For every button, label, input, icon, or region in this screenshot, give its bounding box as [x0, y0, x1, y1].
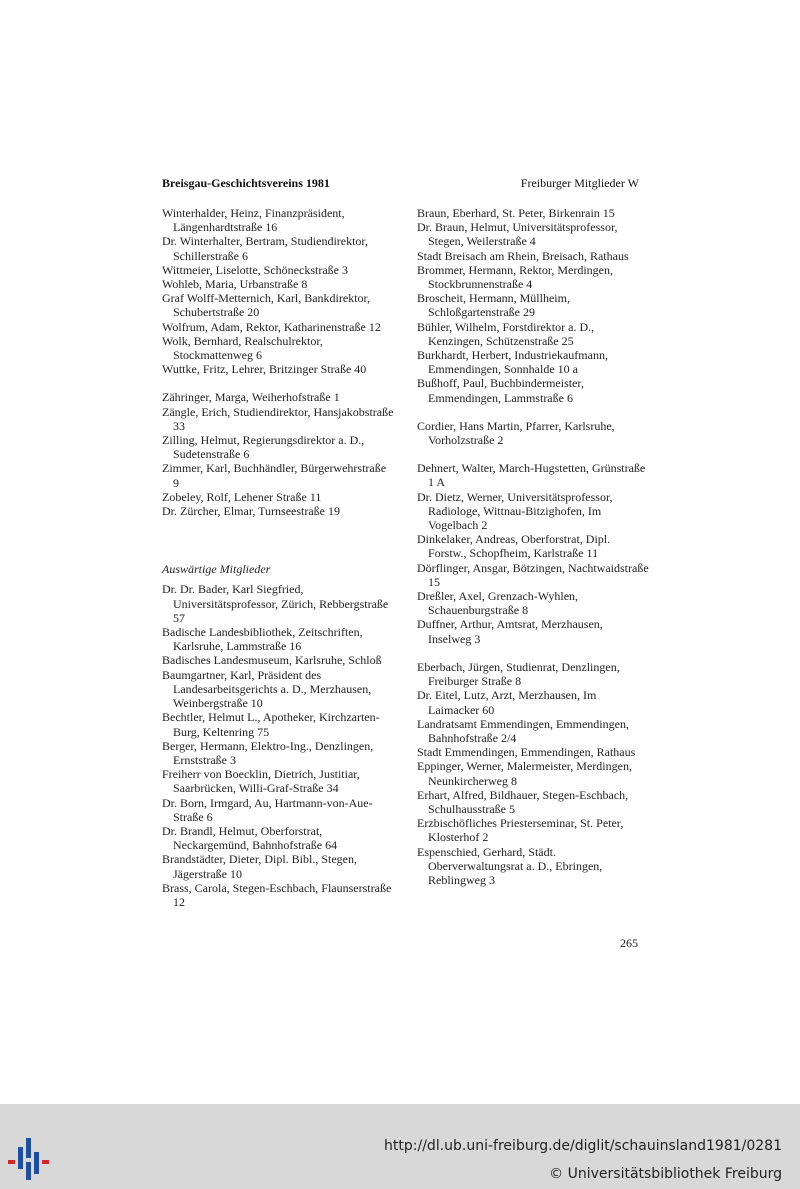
member-entry: Dr. Braun, Helmut, Universitätsprofessor, Stegen, Weilerstraße 4 [417, 220, 618, 249]
running-header-right: Freiburger Mitglieder W [520, 176, 639, 190]
member-entry: Freiherr von Boecklin, Dietrich, Justitiar, Saarbrücken, Willi-Graf-Straße 34 [162, 767, 360, 796]
member-entry: Erzbischöfliches Priesterseminar, St. Peter, Klosterhof 2 [417, 816, 624, 845]
member-entry: Zimmer, Karl, Buchhändler, Bürgerwehrstraße 9 [162, 461, 387, 490]
member-entry: Dr. Brandl, Helmut, Oberforstrat, Neckargemünd, Bahnhofstraße 64 [162, 823, 338, 853]
member-entry: Wuttke, Fritz, Lehrer, Britzinger Straße 40 [162, 362, 367, 377]
spacer [417, 646, 649, 660]
member-entry: Erhart, Alfred, Bildhauer, Stegen-Eschbach, Schulhausstraße 5 [417, 787, 629, 816]
member-entry: Zilling, Helmut, Regierungsdirektor a. D., Sudetenstraße 6 [162, 433, 365, 462]
member-entry: Eberbach, Jürgen, Studienrat, Denzlingen, Freiburger Straße 8 [417, 659, 620, 689]
copyright-notice: © Universitätsbibliothek Freiburg [549, 1166, 782, 1182]
member-entry: Brommer, Hermann, Rektor, Merdingen, Stockbrunnenstraße 4 [417, 262, 613, 292]
page-number: 265 [620, 936, 638, 950]
member-entry: Wittmeier, Liselotte, Schöneckstraße 3 [162, 262, 348, 277]
member-entry: Dinkelaker, Andreas, Oberforstrat, Dipl. Forstw., Schopfheim, Karlstraße 11 [417, 532, 611, 561]
ub-freiburg-logo-icon [8, 1138, 52, 1180]
member-entry: Baumgartner, Karl, Präsident des Landesarbeitsgerichts a. D., Merzhausen, Weinbergstraße 10 [162, 667, 372, 711]
member-entry: Wolfrum, Adam, Rektor, Katharinenstraße 12 [162, 319, 381, 334]
running-header-left: Breisgau-Geschichtsvereins 1981 [162, 176, 330, 190]
member-entry: Eppinger, Werner, Malermeister, Merdingen, Neunkircherweg 8 [417, 759, 632, 788]
member-entry: Badisches Landesmuseum, Karlsruhe, Schloß [162, 653, 382, 668]
member-entry: Zängle, Erich, Studiendirektor, Hansjakobstraße 33 [162, 404, 394, 433]
viewer-footer [0, 1104, 800, 1189]
member-entry: Dörflinger, Ansgar, Bötzingen, Nachtwaidstraße 15 [417, 560, 649, 589]
member-entry: Berger, Hermann, Elektro-Ing., Denzlingen, Ernststraße 3 [162, 738, 374, 767]
member-entry: Dr. Eitel, Lutz, Arzt, Merzhausen, Im Laimacker 60 [417, 688, 597, 717]
member-entry: Winterhalder, Heinz, Finanzpräsident, Längenhardtstraße 16 [162, 206, 345, 235]
document-url-link[interactable]: http://dl.ub.uni-freiburg.de/diglit/schauinsland1981/0281 [384, 1138, 782, 1154]
spacer [417, 447, 649, 461]
right-group-b [417, 206, 649, 405]
member-entry: Duffner, Arthur, Amtsrat, Merzhausen, Inselweg 3 [417, 617, 603, 646]
member-entry: Graf Wolff-Metternich, Karl, Bankdirektor, Schubertstraße 20 [162, 291, 371, 320]
member-entry: Dr. Dr. Bader, Karl Siegfried, Universitätsprofessor, Zürich, Rebbergstraße 57 [162, 582, 389, 625]
spacer [417, 405, 649, 419]
right-group-e [417, 660, 649, 887]
member-entry: Brass, Carola, Stegen-Eschbach, Flaunserstraße 12 [162, 880, 392, 909]
right-column [417, 206, 649, 887]
member-entry: Bußhoff, Paul, Buchbindermeister, Emmendingen, Lammstraße 6 [417, 376, 584, 405]
member-entry: Dr. Zürcher, Elmar, Turnseestraße 19 [162, 504, 340, 519]
member-entry: Stadt Breisach am Rhein, Breisach, Rathaus [417, 248, 629, 263]
right-group-d [417, 461, 649, 646]
section-title: Auswärtige Mitglieder [162, 562, 271, 577]
member-entry: Dr. Born, Irmgard, Au, Hartmann-von-Aue-Straße 6 [162, 795, 373, 824]
spacer [162, 518, 394, 562]
member-entry: Zähringer, Marga, Weiherhofstraße 1 [162, 390, 340, 405]
member-entry: Dreßler, Axel, Grenzach-Wyhlen, Schauenburgstraße 8 [417, 589, 579, 618]
member-entry: Landratsamt Emmendingen, Emmendingen, Bahnhofstraße 2/4 [417, 716, 629, 745]
member-entry: Wohleb, Maria, Urbanstraße 8 [162, 277, 308, 292]
member-entry: Bechtler, Helmut L., Apotheker, Kirchzarten-Burg, Keltenring 75 [162, 710, 380, 739]
member-entry: Bühler, Wilhelm, Forstdirektor a. D., Kenzingen, Schützenstraße 25 [417, 319, 595, 348]
left-group-w [162, 206, 394, 376]
member-entry: Brandstädter, Dieter, Dipl. Bibl., Stegen, Jägerstraße 10 [162, 852, 357, 881]
left-group-z [162, 390, 394, 518]
member-entry: Stadt Emmendingen, Emmendingen, Rathaus [417, 745, 636, 760]
member-entry: Wolk, Bernhard, Realschulrektor, Stockmattenweg 6 [162, 333, 323, 363]
member-entry: Cordier, Hans Martin, Pfarrer, Karlsruhe, Vorholzstraße 2 [417, 418, 615, 448]
left-group-external [162, 582, 394, 909]
member-entry: Dr. Winterhalter, Bertram, Studiendirektor, Schillerstraße 6 [162, 234, 368, 263]
member-entry: Broscheit, Hermann, Müllheim, Schloßgartenstraße 29 [417, 291, 570, 320]
member-entry: Burkhardt, Herbert, Industriekaufmann, Emmendingen, Sonnhalde 10 a [417, 348, 608, 377]
member-entry: Badische Landesbibliothek, Zeitschriften, Karlsruhe, Lammstraße 16 [162, 625, 363, 654]
member-entry: Zobeley, Rolf, Lehener Straße 11 [162, 489, 322, 504]
member-entry: Espenschied, Gerhard, Städt. Oberverwaltungsrat a. D., Ebringen, Reblingweg 3 [417, 844, 603, 887]
member-entry: Braun, Eberhard, St. Peter, Birkenrain 15 [417, 206, 615, 220]
left-column [162, 206, 394, 909]
member-entry: Dehnert, Walter, March-Hugstetten, Grünstraße 1 A [417, 461, 646, 490]
right-group-c [417, 419, 649, 447]
spacer [162, 376, 394, 390]
member-entry: Dr. Dietz, Werner, Universitätsprofessor, Radiologe, Wittnau-Bitzighofen, Im Vogelbach 2 [417, 489, 613, 533]
